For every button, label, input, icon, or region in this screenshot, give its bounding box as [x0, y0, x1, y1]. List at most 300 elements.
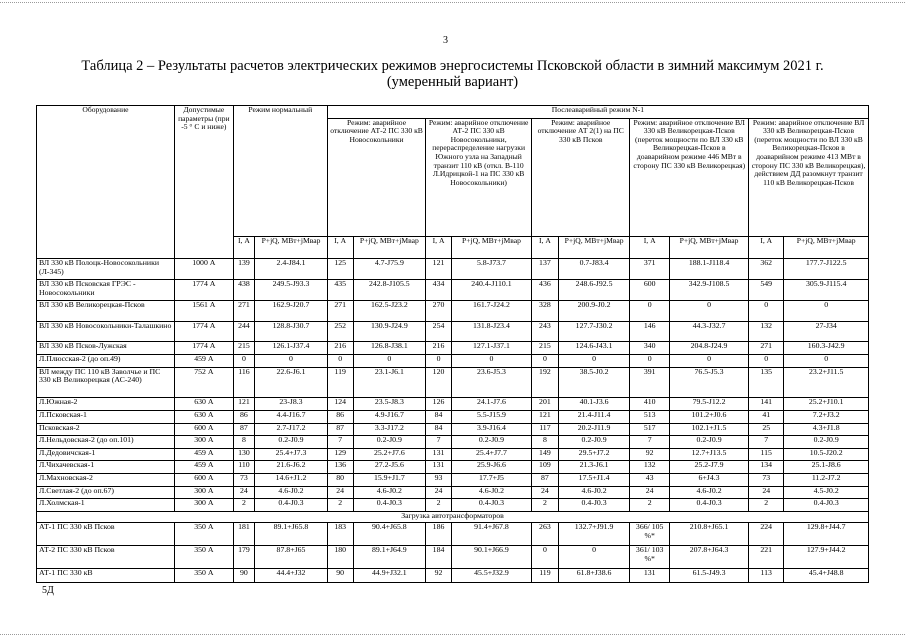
- current-value: 0: [532, 354, 559, 367]
- power-column-header: P+jQ, МВт+jМвар: [353, 236, 426, 259]
- current-value: 121: [532, 411, 559, 424]
- power-value: 126.1-J37.4: [255, 342, 328, 355]
- table-row: [37, 301, 869, 322]
- table-row: [37, 448, 869, 461]
- power-value: 17.7+J5: [451, 474, 531, 487]
- power-column-header: P+jQ, МВт+jМвар: [451, 236, 531, 259]
- current-value: 113: [749, 569, 784, 583]
- equipment-name: Псковская-2: [37, 423, 175, 436]
- power-value: 0.4-J0.3: [558, 499, 630, 512]
- equipment-name: Л.Южная-2: [37, 398, 175, 411]
- limit-value: 1774 А: [174, 342, 233, 355]
- table-row: [37, 354, 869, 367]
- limit-value: 459 А: [174, 448, 233, 461]
- current-value: 92: [426, 569, 452, 583]
- current-value: 252: [327, 321, 353, 342]
- current-value: 513: [630, 411, 670, 424]
- power-value: 24.1-J7.6: [451, 398, 531, 411]
- current-value: 2: [426, 499, 452, 512]
- current-value: 132: [749, 321, 784, 342]
- current-value: 73: [749, 474, 784, 487]
- current-value: 149: [532, 448, 559, 461]
- power-value: 248.6-J92.5: [558, 280, 630, 301]
- current-value: 43: [630, 474, 670, 487]
- equipment-name: ВЛ 330 кВ Великорецкая-Псков: [37, 301, 175, 322]
- power-value: 4.6-J0.2: [558, 486, 630, 499]
- power-value: 188.1-J118.4: [669, 259, 748, 280]
- table-row: [37, 486, 869, 499]
- current-value: 8: [532, 436, 559, 449]
- table-row: [37, 423, 869, 436]
- power-value: 22.6-J6.1: [255, 367, 328, 398]
- current-value: 271: [327, 301, 353, 322]
- power-value: 240.4-J110.1: [451, 280, 531, 301]
- power-value: 0.4-J0.3: [669, 499, 748, 512]
- table-row: [37, 398, 869, 411]
- bottom-border-line: [0, 634, 905, 635]
- power-value: 131.8-J23.4: [451, 321, 531, 342]
- current-column-header: I, А: [749, 236, 784, 259]
- limit-value: 630 А: [174, 398, 233, 411]
- table-row: [37, 461, 869, 474]
- current-value: 41: [749, 411, 784, 424]
- power-value: 90.1+J66.9: [451, 546, 531, 569]
- power-value: 25.4+J7.3: [255, 448, 328, 461]
- power-value: 25.2-J7.9: [669, 461, 748, 474]
- limit-value: 600 А: [174, 423, 233, 436]
- power-value: 4.6-J0.2: [255, 486, 328, 499]
- power-value: 40.1-J3.6: [558, 398, 630, 411]
- limit-value: 350 А: [174, 569, 233, 583]
- power-value: 127.9+J44.2: [784, 546, 869, 569]
- limit-value: 1774 А: [174, 321, 233, 342]
- power-value: 124.6-J43.1: [558, 342, 630, 355]
- power-value: 177.7-J122.5: [784, 259, 869, 280]
- current-value: 87: [532, 474, 559, 487]
- current-value: 2: [532, 499, 559, 512]
- power-value: 0.2-J0.9: [558, 436, 630, 449]
- equipment-name: ВЛ между ПС 110 кВ Заволчье и ПС 330 кВ Великорецкая (АС-240): [37, 367, 175, 398]
- limit-value: 350 А: [174, 523, 233, 546]
- power-value: 3.9-J16.4: [451, 423, 531, 436]
- current-value: 2: [749, 499, 784, 512]
- power-value: 0.2-J0.9: [451, 436, 531, 449]
- current-value: 24: [532, 486, 559, 499]
- current-value: 0: [426, 354, 452, 367]
- power-value: 129.8+J44.7: [784, 523, 869, 546]
- table-title-line1: Таблица 2 – Результаты расчетов электрических режимов энергосистемы Псковской области в зимний максимум 2021 г.: [81, 58, 824, 74]
- limit-value: 459 А: [174, 461, 233, 474]
- power-value: 10.5-J20.2: [784, 448, 869, 461]
- current-value: 340: [630, 342, 670, 355]
- current-value: 391: [630, 367, 670, 398]
- current-column-header: I, А: [426, 236, 452, 259]
- equipment-name: Л.Махновская-2: [37, 474, 175, 487]
- current-value: 124: [327, 398, 353, 411]
- power-value: 11.2-J7.2: [784, 474, 869, 487]
- limit-value: 1774 А: [174, 280, 233, 301]
- power-value: 4.9-J16.7: [353, 411, 426, 424]
- table-row: [37, 280, 869, 301]
- power-value: 21.3-J6.1: [558, 461, 630, 474]
- power-value: 2.4-J84.1: [255, 259, 328, 280]
- power-value: 76.5-J5.3: [669, 367, 748, 398]
- current-value: 7: [749, 436, 784, 449]
- power-value: 102.1+J1.5: [669, 423, 748, 436]
- power-value: 127.7-J30.2: [558, 321, 630, 342]
- power-value: 21.6-J6.2: [255, 461, 328, 474]
- current-value: 0: [327, 354, 353, 367]
- power-value: 79.5-J12.2: [669, 398, 748, 411]
- current-value: 90: [327, 569, 353, 583]
- power-value: 342.9-J108.5: [669, 280, 748, 301]
- equipment-name: Л.Чихачевская-1: [37, 461, 175, 474]
- current-value: 328: [532, 301, 559, 322]
- current-value: 80: [327, 474, 353, 487]
- power-value: 0.2-J0.9: [255, 436, 328, 449]
- current-value: 7: [630, 436, 670, 449]
- power-value: 7.2+J3.2: [784, 411, 869, 424]
- power-value: 3.3-J17.2: [353, 423, 426, 436]
- current-value: 24: [749, 486, 784, 499]
- power-value: 0.4-J0.3: [353, 499, 426, 512]
- equipment-name: АТ-2 ПС 330 кВ Псков: [37, 546, 175, 569]
- power-value: 0: [353, 354, 426, 367]
- limit-value: 1000 А: [174, 259, 233, 280]
- power-value: 29.5+J7.2: [558, 448, 630, 461]
- current-value: 25: [749, 423, 784, 436]
- current-value: 132: [630, 461, 670, 474]
- power-value: 4.7-J75.9: [353, 259, 426, 280]
- current-value: 181: [233, 523, 254, 546]
- power-value: 25.9-J6.6: [451, 461, 531, 474]
- current-value: 371: [630, 259, 670, 280]
- power-value: 0.2-J0.9: [669, 436, 748, 449]
- current-value: 271: [233, 301, 254, 322]
- current-value: 131: [630, 569, 670, 583]
- power-value: 162.5-J23.2: [353, 301, 426, 322]
- limit-value: 459 А: [174, 354, 233, 367]
- current-value: 24: [233, 486, 254, 499]
- power-value: 161.7-J24.2: [451, 301, 531, 322]
- table-title-line2: (умеренный вариант): [386, 74, 519, 90]
- current-value: 24: [630, 486, 670, 499]
- power-value: 27-J34: [784, 321, 869, 342]
- current-value: 2: [327, 499, 353, 512]
- power-value: 4.6-J0.2: [451, 486, 531, 499]
- current-value: 119: [327, 367, 353, 398]
- current-value: 271: [749, 342, 784, 355]
- current-value: 243: [532, 321, 559, 342]
- power-value: 87.8+J65: [255, 546, 328, 569]
- table-row: [37, 367, 869, 398]
- power-value: 0: [558, 546, 630, 569]
- power-value: 0.4-J0.3: [255, 499, 328, 512]
- power-value: 5.5-J15.9: [451, 411, 531, 424]
- table-row: [37, 321, 869, 342]
- current-value: 361/ 103 %*: [630, 546, 670, 569]
- power-value: 0: [451, 354, 531, 367]
- current-value: 86: [233, 411, 254, 424]
- power-value: 61.8+J38.6: [558, 569, 630, 583]
- current-value: 0: [532, 546, 559, 569]
- current-value: 141: [749, 398, 784, 411]
- current-value: 131: [426, 461, 452, 474]
- power-value: 128.8-J30.7: [255, 321, 328, 342]
- current-value: 2: [233, 499, 254, 512]
- power-column-header: P+jQ, МВт+jМвар: [255, 236, 328, 259]
- power-value: 0.4-J0.3: [784, 499, 869, 512]
- power-value: 20.2-J11.9: [558, 423, 630, 436]
- power-value: 101.2+J0.6: [669, 411, 748, 424]
- current-value: 0: [630, 354, 670, 367]
- power-value: 207.8+J64.3: [669, 546, 748, 569]
- current-value: 549: [749, 280, 784, 301]
- current-value: 216: [426, 342, 452, 355]
- current-column-header: I, А: [327, 236, 353, 259]
- current-value: 86: [327, 411, 353, 424]
- current-value: 139: [233, 259, 254, 280]
- current-value: 119: [532, 569, 559, 583]
- current-value: 517: [630, 423, 670, 436]
- current-value: 0: [630, 301, 670, 322]
- current-value: 126: [426, 398, 452, 411]
- power-value: 4.3+J1.8: [784, 423, 869, 436]
- power-value: 23.6-J5.3: [451, 367, 531, 398]
- current-value: 136: [327, 461, 353, 474]
- table-title: [40, 58, 865, 90]
- power-value: 15.9+J1.7: [353, 474, 426, 487]
- current-value: 215: [233, 342, 254, 355]
- equipment-name: АТ-1 ПС 330 кВ: [37, 569, 175, 583]
- post-emergency-header: Послеаварийный режим N-1: [327, 106, 868, 119]
- table-row: [37, 499, 869, 512]
- current-value: 434: [426, 280, 452, 301]
- current-column-header: I, А: [630, 236, 670, 259]
- current-value: 224: [749, 523, 784, 546]
- current-value: 0: [233, 354, 254, 367]
- power-value: 89.1+J65.8: [255, 523, 328, 546]
- power-value: 25.2+J7.6: [353, 448, 426, 461]
- table-row: [37, 259, 869, 280]
- power-value: 14.6+J1.2: [255, 474, 328, 487]
- power-value: 4.5-J0.2: [784, 486, 869, 499]
- limit-value: 300 А: [174, 436, 233, 449]
- current-value: 254: [426, 321, 452, 342]
- power-value: 0.4-J0.3: [451, 499, 531, 512]
- power-value: 204.8-J24.9: [669, 342, 748, 355]
- limit-value: 300 А: [174, 499, 233, 512]
- power-value: 0.2-J0.9: [353, 436, 426, 449]
- table-row: [37, 523, 869, 546]
- current-value: 215: [532, 342, 559, 355]
- power-value: 44.3-J32.7: [669, 321, 748, 342]
- equipment-name: Л.Плюсская-2 (до оп.49): [37, 354, 175, 367]
- current-value: 24: [327, 486, 353, 499]
- power-value: 2.7-J17.2: [255, 423, 328, 436]
- current-value: 180: [327, 546, 353, 569]
- current-value: 410: [630, 398, 670, 411]
- table-row: [37, 474, 869, 487]
- equipment-name: Л.Светлая-2 (до оп.67): [37, 486, 175, 499]
- equipment-name: АТ-1 ПС 330 кВ Псков: [37, 523, 175, 546]
- power-value: 6+J4.3: [669, 474, 748, 487]
- power-value: 45.5+J32.9: [451, 569, 531, 583]
- current-value: 436: [532, 280, 559, 301]
- table-row: [37, 546, 869, 569]
- current-value: 192: [532, 367, 559, 398]
- power-value: 4.6-J0.2: [669, 486, 748, 499]
- current-value: 121: [426, 259, 452, 280]
- power-value: 132.7+J91.9: [558, 523, 630, 546]
- equipment-name: ВЛ 330 кВ Псковская ГРЭС - Новосокольники: [37, 280, 175, 301]
- current-value: 600: [630, 280, 670, 301]
- current-value: 7: [426, 436, 452, 449]
- current-value: 216: [327, 342, 353, 355]
- power-value: 23.2+J11.5: [784, 367, 869, 398]
- power-value: 0.7-J83.4: [558, 259, 630, 280]
- power-value: 210.8+J65.1: [669, 523, 748, 546]
- equipment-name: ВЛ 330 кВ Новосокольники-Талашкино: [37, 321, 175, 342]
- power-value: 44.9+J32.1: [353, 569, 426, 583]
- mode-header: Режим: аварийное отключение АТ 2(1) на ПС 330 кВ Псков: [532, 118, 630, 236]
- power-value: 4.4-J16.7: [255, 411, 328, 424]
- power-value: 5.8-J73.7: [451, 259, 531, 280]
- top-border-line: [0, 2, 905, 3]
- current-value: 84: [426, 411, 452, 424]
- power-value: 242.8-J105.5: [353, 280, 426, 301]
- power-value: 0: [558, 354, 630, 367]
- current-value: 0: [749, 301, 784, 322]
- power-value: 126.8-J38.1: [353, 342, 426, 355]
- section-row: [37, 511, 869, 522]
- current-value: 366/ 105 %*: [630, 523, 670, 546]
- power-column-header: P+jQ, МВт+jМвар: [558, 236, 630, 259]
- current-value: 109: [532, 461, 559, 474]
- power-value: 130.9-J24.9: [353, 321, 426, 342]
- current-value: 134: [749, 461, 784, 474]
- power-value: 160.3-J42.9: [784, 342, 869, 355]
- current-value: 125: [327, 259, 353, 280]
- current-value: 244: [233, 321, 254, 342]
- power-value: 0: [784, 354, 869, 367]
- power-value: 23.1-J6.1: [353, 367, 426, 398]
- table-row: [37, 342, 869, 355]
- power-value: 25.4+J7.7: [451, 448, 531, 461]
- power-value: 27.2-J5.6: [353, 461, 426, 474]
- power-value: 305.9-J115.4: [784, 280, 869, 301]
- current-value: 90: [233, 569, 254, 583]
- table-row: [37, 436, 869, 449]
- current-value: 435: [327, 280, 353, 301]
- power-value: 17.5+J1.4: [558, 474, 630, 487]
- normal-mode-header: Режим нормальный: [233, 106, 327, 237]
- current-value: 8: [233, 436, 254, 449]
- page-code: 5Д: [42, 585, 54, 596]
- limit-value: 350 А: [174, 546, 233, 569]
- power-value: 61.5-J49.3: [669, 569, 748, 583]
- power-value: 0: [784, 301, 869, 322]
- limit-value: 600 А: [174, 474, 233, 487]
- current-value: 24: [426, 486, 452, 499]
- power-value: 12.7+J13.5: [669, 448, 748, 461]
- current-value: 131: [426, 448, 452, 461]
- current-value: 146: [630, 321, 670, 342]
- power-value: 23-J8.3: [255, 398, 328, 411]
- power-value: 0: [669, 354, 748, 367]
- current-value: 93: [426, 474, 452, 487]
- equipment-header: Оборудование: [37, 106, 175, 259]
- current-value: 117: [532, 423, 559, 436]
- current-value: 84: [426, 423, 452, 436]
- equipment-name: Л.Псковская-1: [37, 411, 175, 424]
- current-value: 135: [749, 367, 784, 398]
- power-column-header: P+jQ, МВт+jМвар: [669, 236, 748, 259]
- current-value: 183: [327, 523, 353, 546]
- equipment-name: Л.Холмская-1: [37, 499, 175, 512]
- current-value: 110: [233, 461, 254, 474]
- power-value: 45.4+J48.8: [784, 569, 869, 583]
- current-value: 87: [233, 423, 254, 436]
- current-value: 221: [749, 546, 784, 569]
- mode-header: Режим: аварийное отключение ВЛ 330 кВ Великорецкая-Псков (переток мощности по ВЛ 330 кВ Великорецкая-Псков в доаварийном режиме 413 МВт в сторону ПС 330 кВ Великорецкая), действием ДД разомкнут транзит 110 кВ Великорецкая-Псков: [749, 118, 869, 236]
- current-value: 87: [327, 423, 353, 436]
- power-value: 90.4+J65.8: [353, 523, 426, 546]
- current-value: 201: [532, 398, 559, 411]
- results-table: [36, 105, 869, 583]
- params-header: Допустимые параметры (при -5 ° С и ниже): [174, 106, 233, 259]
- page-number: 3: [443, 35, 448, 46]
- current-value: 120: [426, 367, 452, 398]
- section-title: Загрузка автотрансформаторов: [37, 511, 869, 522]
- current-value: 129: [327, 448, 353, 461]
- current-value: 121: [233, 398, 254, 411]
- equipment-name: Л.Нельдовская-2 (до оп.101): [37, 436, 175, 449]
- power-value: 21.4-J11.4: [558, 411, 630, 424]
- power-value: 44.4+J32: [255, 569, 328, 583]
- limit-value: 300 А: [174, 486, 233, 499]
- current-column-header: I, А: [532, 236, 559, 259]
- power-value: 162.9-J20.7: [255, 301, 328, 322]
- equipment-name: Л.Дедовичская-1: [37, 448, 175, 461]
- current-value: 0: [749, 354, 784, 367]
- power-value: 127.1-J37.1: [451, 342, 531, 355]
- current-value: 2: [630, 499, 670, 512]
- current-value: 73: [233, 474, 254, 487]
- table-row: [37, 411, 869, 424]
- power-value: 0: [669, 301, 748, 322]
- table-row: [37, 569, 869, 583]
- power-value: 23.5-J8.3: [353, 398, 426, 411]
- current-value: 116: [233, 367, 254, 398]
- equipment-name: ВЛ 330 кВ Полоцк-Новосокольники (Л-345): [37, 259, 175, 280]
- power-value: 91.4+J67.8: [451, 523, 531, 546]
- current-value: 184: [426, 546, 452, 569]
- power-value: 0: [255, 354, 328, 367]
- power-value: 200.9-J0.2: [558, 301, 630, 322]
- current-value: 179: [233, 546, 254, 569]
- power-value: 4.6-J0.2: [353, 486, 426, 499]
- current-value: 115: [749, 448, 784, 461]
- power-value: 0.2-J0.9: [784, 436, 869, 449]
- current-value: 186: [426, 523, 452, 546]
- power-value: 38.5-J0.2: [558, 367, 630, 398]
- mode-header: Режим: аварийное отключение ВЛ 330 кВ Великорецкая-Псков (переток мощности по ВЛ 330 кВ Великорецкая-Псков в доаварийном режиме 446 МВт в сторону ПС 330 кВ Великорецкая): [630, 118, 749, 236]
- limit-value: 752 А: [174, 367, 233, 398]
- limit-value: 630 А: [174, 411, 233, 424]
- current-value: 263: [532, 523, 559, 546]
- current-value: 92: [630, 448, 670, 461]
